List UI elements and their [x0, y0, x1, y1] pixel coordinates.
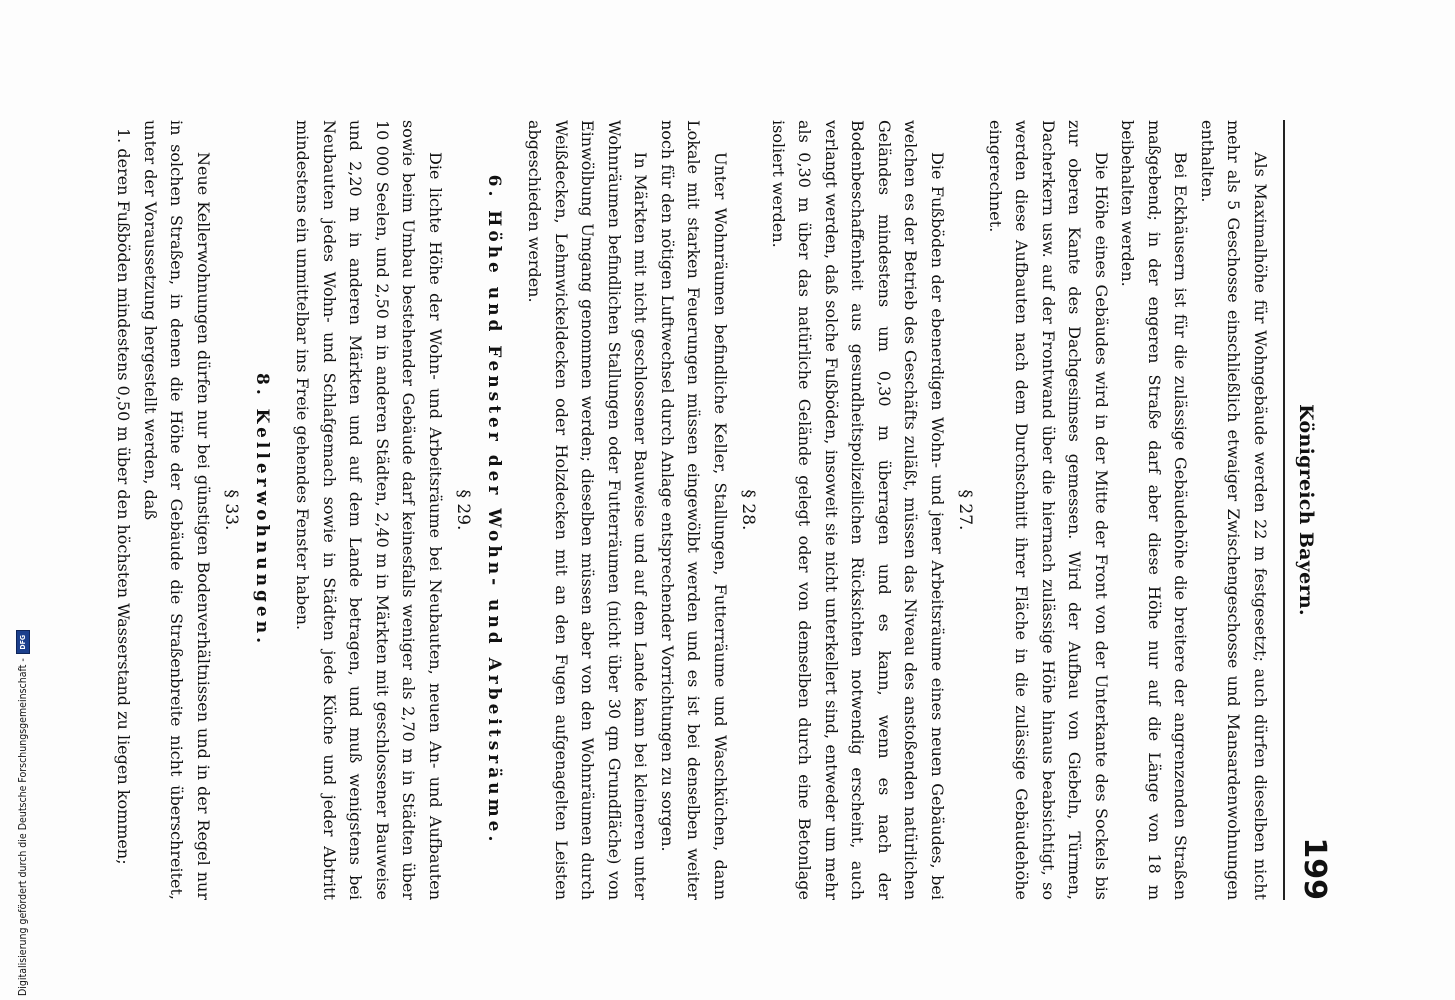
section-33-title: § 33. — [221, 489, 242, 531]
paragraph-28b: In Märkten mit nicht geschlossener Bauweise und auf dem Lande kann bei kleineren unter Wohnräumen befindlichen Stallungen oder Futterräumen (nicht über 30 qm Grundfläche) von Einwölbung Umgang genommen werden; dieselben müssen aber von den Wohnräumen durch Weißdecken, Lehmwickeldecken oder Holzdecken mit an den Fugen aufgenagelten Leisten abgeschieden werden. — [525, 120, 651, 900]
paragraph-max-height: Als Maximalhöhe für Wohngebäude werden 22 m festgesetzt; auch dürfen dieselben nicht mehr als 5 Geschosse einschließlich etwaiger Zwischengeschosse und Mansardenwohnungen enthalten. — [1198, 120, 1270, 900]
header-title: Königreich Bayern. — [1295, 404, 1317, 616]
list-item-1: 1. deren Fußböden mindestens 0,50 m über den höchsten Wasserstand zu liegen kommen; — [114, 128, 134, 865]
paragraph-29: Die lichte Höhe der Wohn- und Arbeitsräume bei Neubauten, neuen An- und Aufbauten sowie beim Umbau bestehender Gebäude darf keinesfalls weniger als 2,70 m in Städten über 10 000 Seelen, und 2,50 m in anderen Städten, 2,40 m in Märkten mit geschlossener Bauweise und 2,20 m in anderen Märkten und auf dem Lande betragen, und muß wenigstens bei Neubauten jedes Wohn- und Schlafgemach sowie in Städten jede Küche und jeder Abtritt mindestens ein unmittelbar ins Freie gehendes Fenster haben. — [293, 120, 445, 900]
digitization-note-text: Digitalisierung gefördert durch die Deutsche Forschungsgemeinschaft - — [17, 658, 29, 996]
page-number: 199 — [1297, 837, 1332, 900]
paragraph-28a: Unter Wohnräumen befindliche Keller, Stallungen, Futterräume und Waschküchen, dann Lokale mit starken Feuerungen müssen eingewölbt werden und es ist bei denselben weiter noch für den nötigen Luftwechsel durch Anlage entsprechender Vorrichtungen zu sorgen. — [658, 120, 730, 900]
heading-6: 6. Höhe und Fenster der Wohn- und Arbeitsräume. — [484, 174, 504, 846]
dfg-logo-icon: DFG — [16, 630, 30, 654]
section-29-title: § 29. — [453, 489, 474, 531]
paragraph-corner-houses: Bei Eckhäusern ist für die zulässige Gebäudehöhe die breitere der angrenzenden Straßen maßgebend; in der engeren Straße darf aber diese Höhe nur auf die Länge von 18 m beibehalten werden. — [1118, 120, 1191, 900]
running-header — [1283, 120, 1332, 900]
paragraph-building-height: Die Höhe eines Gebäudes wird in der Mitte der Front von der Unterkante des Sockels bis zur oberen Kante des Dachgesimses gemessen. Wird der Aufbau von Giebeln, Türmen, Dacherkern usw. auf der Frontwand über die hiernach zulässige Höhe hinaus beabsichtigt, so werden diese Aufbauten nach dem Durchschnitt ihrer Fläche in die zulässige Gebäudehöhe eingerechnet. — [986, 120, 1111, 900]
section-27-title: § 27. — [955, 489, 976, 531]
paragraph-33: Neue Kellerwohnungen dürfen nur bei günstigen Bodenverhältnissen und in der Regel nur in solchen Straßen, in denen die Höhe der Gebäude die Straßenbreite nicht überschreitet, unter der Voraussetzung hergestellt werden, daß — [141, 120, 213, 900]
paragraph-27: Die Fußböden der ebenerdigen Wohn- und jener Arbeitsräume eines neuen Gebäudes, bei welchen es der Betrieb des Geschäfts zuläßt, müssen das Niveau des anstoßenden natürlichen Geländes mindestens um 0,30 m überragen und es kann, wenn es nach der Bodenbeschaffenheit aus gesundheitspolizeilichen Rücksichten notwendig erscheint, auch verlangt werden, daß solche Fußböden, insoweit sie nicht unterkellert sind, entweder um mehr als 0,30 m über das natürliche Gelände gelegt oder von demselben durch eine Betonlage isoliert werden. — [769, 120, 947, 900]
digitization-note — [16, 456, 30, 996]
rotated-text-block — [95, 120, 1332, 900]
heading-8: 8. Kellerwohnungen. — [252, 373, 272, 647]
section-28-title: § 28. — [738, 489, 759, 531]
